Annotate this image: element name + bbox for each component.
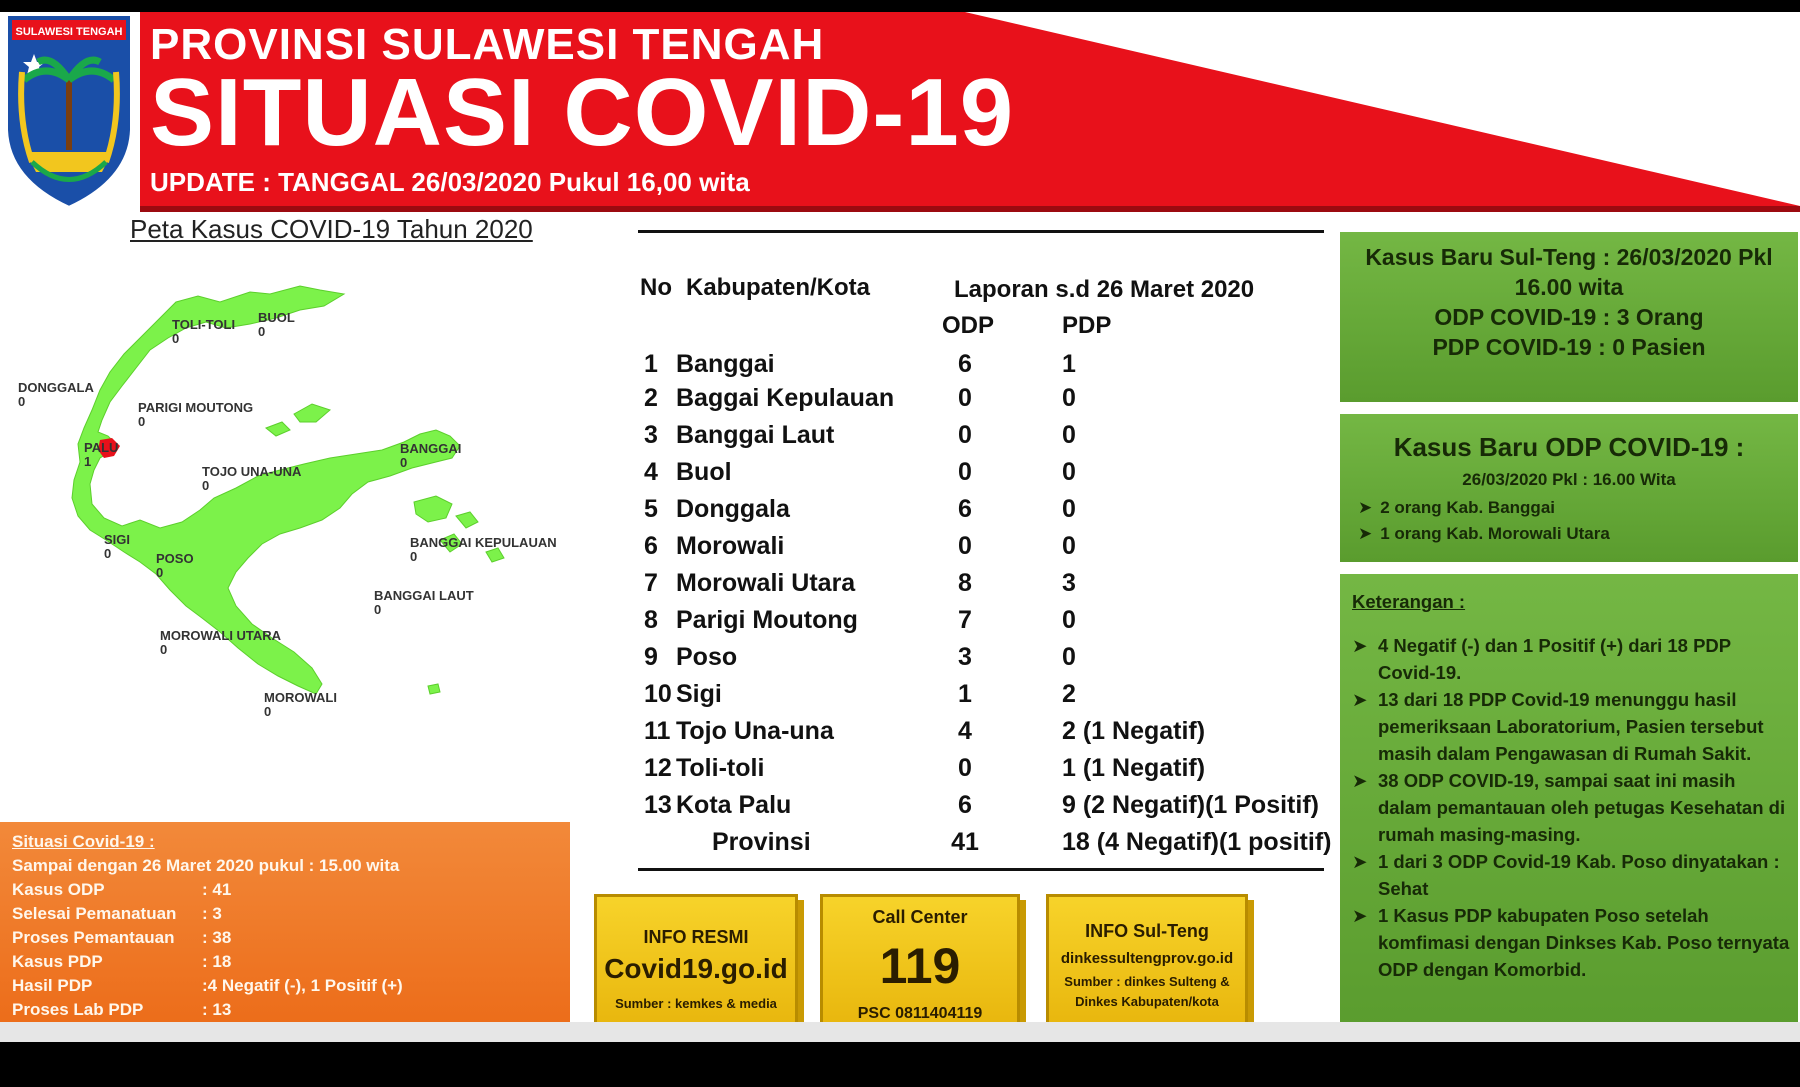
map-title: Peta Kasus COVID-19 Tahun 2020 (130, 214, 533, 244)
info-sulteng-site: dinkessultengprov.go.id (1060, 950, 1234, 967)
map-label-tojo-una-una: TOJO UNA-UNA (202, 464, 302, 479)
info-resmi-box (594, 894, 798, 1030)
kasus-baru-panel (1340, 232, 1798, 402)
map-value-sigi: 0 (104, 546, 112, 561)
map-value-banggai-laut: 0 (374, 602, 382, 617)
info-resmi-label: INFO RESMI (643, 927, 749, 947)
info-resmi-site: Covid19.go.id (604, 953, 788, 984)
map-label-banggai-kepulauan: BANGGAI KEPULAUAN (410, 535, 557, 550)
map-label-donggala: DONGGALA (18, 380, 94, 395)
call-center-label: Call Center (872, 907, 968, 927)
kasus-baru-odp: ODP COVID-19 : 3 Orang (1434, 304, 1704, 330)
page-title: SITUASI COVID-19 (150, 59, 1015, 166)
keterangan-item: ➤ 4 Negatif (-) dan 1 Positif (+) dari 18 PDP Covid-19. (1352, 632, 1792, 686)
arrow-bullet-icon: ➤ (1352, 689, 1368, 710)
info-sulteng-label: INFO Sul-Teng (1085, 921, 1209, 941)
info-resmi-source: Sumber : kemkes & media (615, 996, 777, 1011)
situation-summary: Situasi Covid-19 : Sampai dengan 26 Maret 2020 pukul : 15.00 wita Kasus ODP : 41 Selesai Pemanatuan : 3 Proses Pemantauan : 38 Kasus PDP : 18 Hasil PDP :4 Negatif (-), 1 Positif (+) Proses Lab PDP : 13 (0, 822, 570, 1030)
table-row: 2 Baggai Kepulauan 0 0 (644, 384, 1076, 412)
table-top-rule (638, 230, 1324, 233)
sulteng-emblem-icon (2, 12, 136, 212)
table-row: 13 Kota Palu 6 9 (2 Negatif)(1 Positif) (644, 791, 1319, 819)
map-value-parigi-moutong: 0 (138, 414, 146, 429)
kasus-odp-date: 26/03/2020 Pkl : 16.00 Wita (1462, 470, 1676, 489)
col-header-kabupaten: Kabupaten/Kota (686, 274, 871, 301)
call-center-box (820, 894, 1020, 1030)
kasus-odp-item: ➤ 2 orang Kab. Banggai (1358, 498, 1555, 517)
call-center-number: 119 (879, 938, 961, 994)
map-value-tojo-una-una: 0 (202, 478, 210, 493)
map-label-banggai: BANGGAI (400, 441, 462, 456)
table-row: 7 Morowali Utara 8 3 (644, 569, 1076, 597)
table-bottom-rule (638, 868, 1324, 871)
keterangan-panel (1340, 574, 1798, 1032)
map-label-poso: POSO (156, 551, 194, 566)
table-row: 9 Poso 3 0 (644, 643, 1076, 671)
info-sulteng-source-1: Sumber : dinkes Sulteng & (1064, 974, 1230, 989)
map-label-morowali-utara: MOROWALI UTARA (160, 628, 282, 643)
table-row: 10 Sigi 1 2 (644, 680, 1076, 708)
info-sulteng-source-2: Dinkes Kabupaten/kota (1075, 994, 1219, 1009)
info-sulteng-box (1046, 894, 1248, 1030)
map-label-morowali: MOROWALI (264, 690, 337, 705)
keterangan-item: ➤ 13 dari 18 PDP Covid-19 menunggu hasil pemeriksaan Laboratorium, Pasien tersebut masih dalam Pengawasan di Rumah Sakit. (1352, 686, 1792, 767)
keterangan-title: Keterangan : (1352, 591, 1466, 612)
map-label-buol: BUOL (258, 310, 295, 325)
col-header-laporan: Laporan s.d 26 Maret 2020 (954, 276, 1255, 303)
psc-number: PSC 0811404119 (857, 1005, 983, 1022)
bottom-strip (0, 1022, 1800, 1042)
kasus-baru-pdp: PDP COVID-19 : 0 Pasien (1432, 334, 1706, 360)
arrow-bullet-icon: ➤ (1352, 635, 1368, 656)
table-row: 3 Banggai Laut 0 0 (644, 421, 1076, 449)
kasus-odp-item: ➤ 1 orang Kab. Morowali Utara (1358, 524, 1610, 543)
summary-subtitle: Sampai dengan 26 Maret 2020 pukul : 15.00 wita (12, 856, 400, 875)
keterangan-item: ➤ 38 ODP COVID-19, sampai saat ini masih dalam pemantauan oleh petugas Kesehatan di rumah masing-masing. (1352, 767, 1792, 848)
kasus-odp-title: Kasus Baru ODP COVID-19 : (1393, 432, 1745, 462)
map-value-morowali: 0 (264, 704, 272, 719)
map-label-sigi: SIGI (104, 532, 131, 547)
arrow-bullet-icon: ➤ (1352, 851, 1368, 872)
col-header-pdp: PDP (1062, 312, 1112, 339)
arrow-bullet-icon: ➤ (1358, 498, 1373, 517)
keterangan-item: ➤ 1 Kasus PDP kabupaten Poso setelah komfimasi dengan Dinkses Kab. Poso ternyata ODP dengan Komorbid. (1352, 902, 1792, 983)
table-row: 11 Tojo Una-una 4 2 (1 Negatif) (644, 717, 1206, 745)
map-value-banggai-kepulauan: 0 (410, 549, 418, 564)
map-label-parigi-moutong: PARIGI MOUTONG (138, 400, 254, 415)
map-value-palu: 1 (84, 454, 92, 469)
map-label-banggai-laut: BANGGAI LAUT (374, 588, 474, 603)
update-timestamp: UPDATE : TANGGAL 26/03/2020 Pukul 16,00 wita (150, 167, 750, 197)
table-row: 8 Parigi Moutong 7 0 (644, 606, 1076, 634)
emblem-label: SULAWESI TENGAH (15, 26, 123, 38)
keterangan-item: ➤ 1 dari 3 ODP Covid-19 Kab. Poso dinyatakan : Sehat (1352, 848, 1792, 902)
map-value-poso: 0 (156, 565, 164, 580)
map-value-banggai: 0 (400, 455, 408, 470)
map-label-palu: PALU (84, 440, 119, 455)
map-value-morowali-utara: 0 (160, 642, 168, 657)
kasus-baru-odp-panel (1340, 414, 1798, 562)
table-row: 12 Toli-toli 0 1 (1 Negatif) (644, 754, 1206, 782)
kasus-baru-line-2: 16.00 wita (1514, 274, 1624, 300)
arrow-bullet-icon: ➤ (1352, 905, 1368, 926)
arrow-bullet-icon: ➤ (1358, 524, 1373, 543)
table-row: 1 Banggai 6 1 (644, 350, 1076, 378)
summary-title: Situasi Covid-19 : (12, 832, 155, 851)
arrow-bullet-icon: ➤ (1352, 770, 1368, 791)
table-row: 4 Buol 0 0 (644, 458, 1076, 486)
table-row: 5 Donggala 6 0 (644, 495, 1076, 523)
keterangan-list (1352, 632, 1792, 983)
province-title: PROVINSI SULAWESI TENGAH (150, 20, 825, 69)
map-value-donggala: 0 (18, 394, 26, 409)
table-row: 6 Morowali 0 0 (644, 532, 1076, 560)
table-total-row: Provinsi 41 18 (4 Negatif)(1 positif) (712, 828, 1332, 856)
col-header-odp: ODP (942, 312, 995, 339)
kasus-baru-line-1: Kasus Baru Sul-Teng : 26/03/2020 Pkl (1365, 244, 1773, 270)
map-value-buol: 0 (258, 324, 266, 339)
map-value-toli-toli: 0 (172, 331, 180, 346)
infographic (0, 12, 1800, 1042)
map-label-toli-toli: TOLI-TOLI (172, 317, 236, 332)
col-header-no: No (640, 274, 672, 301)
